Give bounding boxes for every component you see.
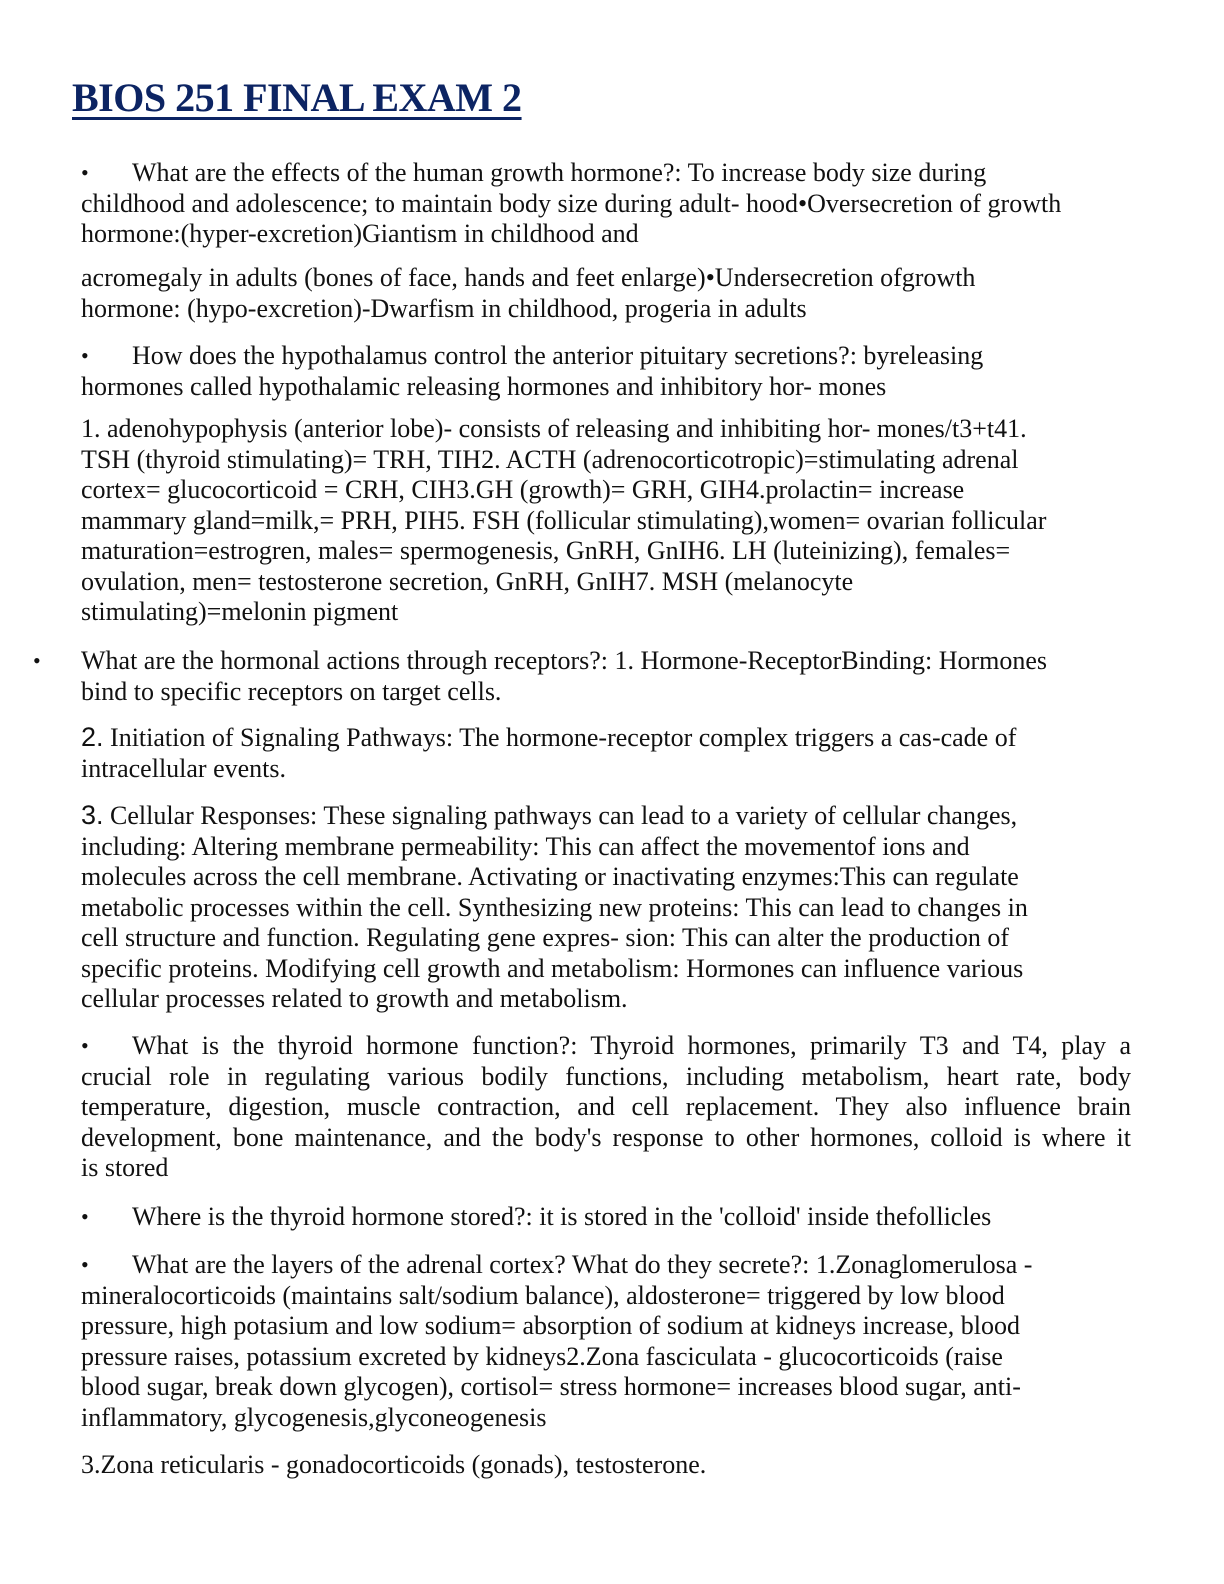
line-text: What are the hormonal actions through receptors?: 1. Hormone-ReceptorBinding: Hormones bbox=[81, 646, 1048, 675]
text-line bbox=[81, 677, 1047, 708]
text-line bbox=[81, 800, 1028, 832]
text-line bbox=[81, 1372, 1032, 1403]
text-line bbox=[81, 893, 1028, 924]
text-line bbox=[81, 1281, 1032, 1312]
bullet-icon: • bbox=[81, 1204, 89, 1229]
line-text: pressure, high potasium and low sodium= absorption of sodium at kidneys increase, blood bbox=[81, 1311, 1020, 1340]
line-text: ovulation, men= testosterone secretion, GnRH, GnIH7. MSH (melanocyte bbox=[81, 566, 854, 596]
text-line bbox=[81, 1031, 1131, 1062]
text-line bbox=[81, 1250, 1032, 1281]
bullet-icon: • bbox=[81, 1252, 89, 1277]
text-line bbox=[81, 294, 975, 325]
text-line bbox=[81, 189, 1061, 220]
paragraph bbox=[81, 414, 1046, 628]
line-text: mineralocorticoids (maintains salt/sodium balance), aldosterone= triggered by low blood bbox=[81, 1280, 1005, 1310]
text-line bbox=[81, 1403, 1032, 1434]
text-line bbox=[81, 832, 1028, 863]
line-text: intracellular events. bbox=[81, 753, 287, 783]
bullet-icon: • bbox=[33, 648, 41, 673]
text-line bbox=[81, 1202, 991, 1233]
paragraph bbox=[81, 1031, 1131, 1184]
line-text: maturation=estrogren, males= spermogenesis, GnRH, GnIH6. LH (luteinizing), females= bbox=[81, 536, 1011, 565]
text-line bbox=[81, 722, 1016, 754]
line-text: hormones called hypothalamic releasing hormones and inhibitory hor- mones bbox=[81, 371, 887, 401]
text-line bbox=[81, 862, 1028, 893]
line-text: bind to specific receptors on target cells. bbox=[81, 676, 502, 706]
text-line bbox=[81, 1450, 706, 1481]
line-text: blood sugar, break down glycogen), cortisol= stress hormone= increases blood sugar, anti- bbox=[81, 1372, 1021, 1401]
paragraph bbox=[81, 800, 1028, 1015]
line-text: What are the layers of the adrenal cortex? What do they secrete?: 1.Zonaglomerulosa - bbox=[132, 1250, 1033, 1279]
text-line bbox=[81, 754, 1016, 785]
line-text: metabolic processes within the cell. Synthesizing new proteins: This can lead to changes in bbox=[81, 892, 1028, 922]
text-line bbox=[81, 1062, 1131, 1093]
line-text: How does the hypothalamus control the anterior pituitary secretions?: byreleasing bbox=[132, 341, 984, 370]
line-text: temperature, digestion, muscle contraction, and cell replacement. They also influence brain bbox=[81, 1092, 1131, 1121]
bullet-icon: • bbox=[81, 160, 89, 185]
item-number: 2. bbox=[81, 722, 104, 752]
paragraph bbox=[33, 646, 1048, 707]
text-line bbox=[81, 923, 1028, 954]
text-line bbox=[81, 1092, 1131, 1123]
line-text: 1. adenohypophysis (anterior lobe)- consists of releasing and inhibiting hor- mones/t3+t41. bbox=[81, 414, 1027, 443]
line-text: What is the thyroid hormone function?: Thyroid hormones, primarily T3 and T4, play a bbox=[132, 1031, 1131, 1060]
line-text: TSH (thyroid stimulating)= TRH, TIH2. ACTH (adrenocorticotropic)=stimulating adrenal bbox=[81, 444, 1019, 474]
line-text: cell structure and function. Regulating gene expres- sion: This can alter the production of bbox=[81, 923, 1010, 952]
line-text: 3.Zona reticularis - gonadocorticoids (gonads), testosterone. bbox=[81, 1450, 707, 1479]
paragraph bbox=[81, 263, 975, 324]
line-text: stimulating)=melonin pigment bbox=[81, 597, 399, 626]
text-line bbox=[81, 984, 1028, 1015]
text-line bbox=[81, 567, 1046, 598]
text-line bbox=[81, 646, 1047, 677]
text-line bbox=[81, 1153, 1131, 1184]
text-line bbox=[81, 219, 1061, 250]
text-line bbox=[81, 263, 975, 294]
line-text: pressure raises, potassium excreted by kidneys2.Zona fasciculata - glucocorticoids (raise bbox=[81, 1341, 1003, 1371]
paragraph bbox=[81, 158, 1061, 250]
bullet-icon: • bbox=[81, 343, 89, 368]
bullet-icon: • bbox=[81, 1033, 89, 1058]
text-line bbox=[81, 536, 1046, 567]
text-line bbox=[81, 445, 1046, 476]
line-text: Cellular Responses: These signaling pathways can lead to a variety of cellular changes, bbox=[103, 801, 1018, 830]
line-text: development, bone maintenance, and the body's response to other hormones, colloid is where it bbox=[81, 1122, 1131, 1152]
line-text: is stored bbox=[81, 1153, 169, 1182]
line-text: childhood and adolescence; to maintain body size during adult- hood•Oversecretion of growth bbox=[81, 188, 1062, 218]
page-title: BIOS 251 FINAL EXAM 2 bbox=[72, 75, 522, 120]
paragraph bbox=[81, 1450, 706, 1481]
line-text: hormone: (hypo-excretion)-Dwarfism in childhood, progeria in adults bbox=[81, 293, 807, 323]
paragraph bbox=[81, 1202, 991, 1233]
line-text: including: Altering membrane permeability: This can affect the movementof ions and bbox=[81, 831, 970, 861]
text-line bbox=[81, 158, 1061, 189]
item-number: 3. bbox=[81, 800, 104, 830]
text-line bbox=[81, 341, 983, 372]
paragraph bbox=[81, 722, 1016, 784]
line-text: hormone:(hyper-excretion)Giantism in childhood and bbox=[81, 219, 639, 248]
line-text: mammary gland=milk,= PRH, PIH5. FSH (follicular stimulating),women= ovarian follicular bbox=[81, 505, 1047, 535]
text-line bbox=[81, 414, 1046, 445]
line-text: inflammatory, glycogenesis,glyconeogenesis bbox=[81, 1402, 547, 1432]
text-line bbox=[81, 506, 1046, 537]
text-line bbox=[81, 1123, 1131, 1154]
line-text: molecules across the cell membrane. Activating or inactivating enzymes:This can regulate bbox=[81, 862, 1019, 891]
line-text: crucial role in regulating various bodily functions, including metabolism, heart rate, body bbox=[81, 1061, 1131, 1091]
text-line bbox=[81, 1342, 1032, 1373]
line-text: Initiation of Signaling Pathways: The hormone-receptor complex triggers a cas-cade of bbox=[103, 723, 1017, 752]
text-line bbox=[81, 954, 1028, 985]
text-line bbox=[81, 1311, 1032, 1342]
paragraph bbox=[81, 341, 983, 402]
line-text: Where is the thyroid hormone stored?: it is stored in the 'colloid' inside thefollicles bbox=[132, 1202, 992, 1231]
line-text: acromegaly in adults (bones of face, hands and feet enlarge)•Undersecretion ofgrowth bbox=[81, 263, 976, 292]
line-text: cortex= glucocorticoid = CRH, CIH3.GH (growth)= GRH, GIH4.prolactin= increase bbox=[81, 475, 965, 504]
paragraph bbox=[81, 1250, 1032, 1433]
line-text: specific proteins. Modifying cell growth and metabolism: Hormones can influence various bbox=[81, 953, 1024, 983]
text-line bbox=[81, 597, 1046, 628]
text-line bbox=[81, 475, 1046, 506]
line-text: What are the effects of the human growth hormone?: To increase body size during bbox=[132, 158, 987, 187]
line-text: cellular processes related to growth and metabolism. bbox=[81, 984, 628, 1013]
text-line bbox=[81, 372, 983, 403]
